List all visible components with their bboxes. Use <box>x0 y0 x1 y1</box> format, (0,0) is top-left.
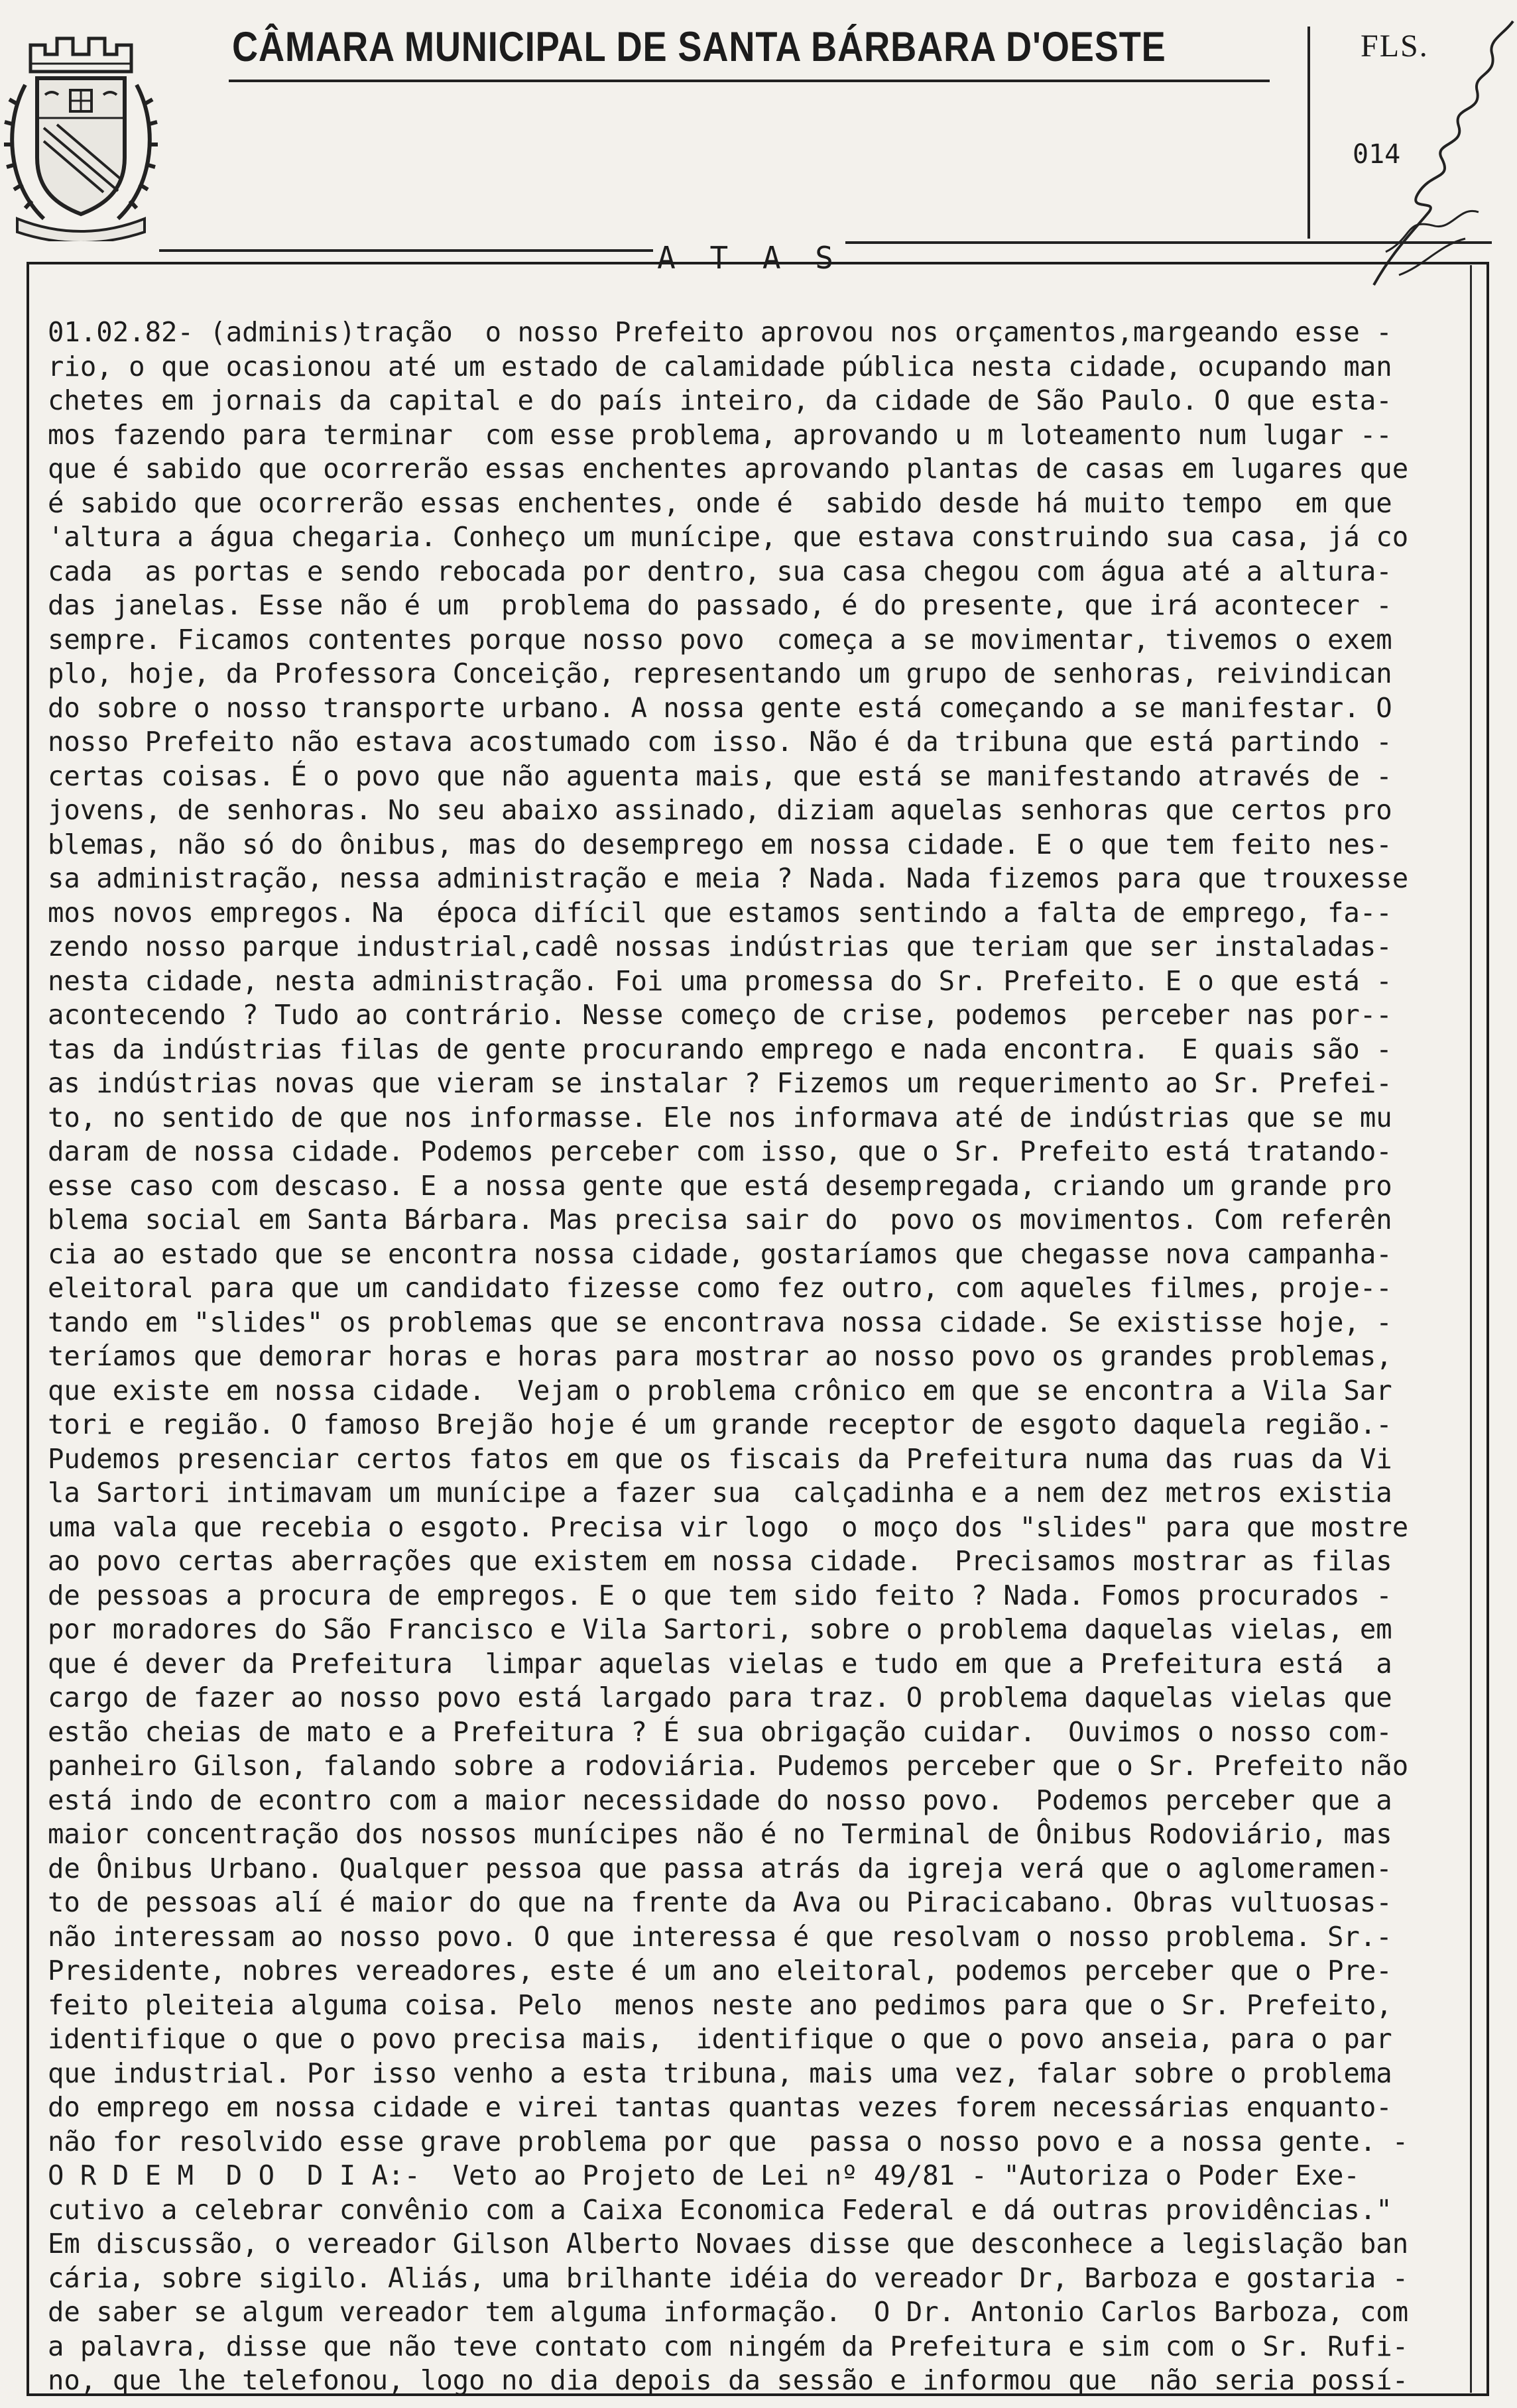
text-line: 'altura a água chegaria. Conheço um munícipe, que estava construindo sua casa, já co <box>48 521 1409 553</box>
section-rule-right <box>845 241 1492 244</box>
text-line: Presidente, nobres vereadores, este é um ano eleitoral, podemos perceber que o Pre- <box>48 1955 1392 1986</box>
text-line: panheiro Gilson, falando sobre a rodoviária. Pudemos perceber que o Sr. Prefeito não <box>48 1750 1409 1782</box>
text-line: das janelas. Esse não é um problema do passado, é do presente, que irá acontecer - <box>48 589 1392 621</box>
section-rule-left <box>159 249 653 252</box>
text-line: Pudemos presenciar certos fatos em que os fiscais da Prefeitura numa das ruas da Vi <box>48 1442 1392 1475</box>
text-line: zendo nosso parque industrial,cadê nossas indústrias que teriam que ser instaladas- <box>48 931 1392 962</box>
text-line: uma vala que recebia o esgoto. Precisa vir logo o moço dos "slides" para que mostre <box>48 1511 1409 1543</box>
text-line: to de pessoas alí é maior do que na frente da Ava ou Piracicabano. Obras vultuosas- <box>48 1886 1392 1918</box>
text-line: mos novos empregos. Na época difícil que estamos sentindo a falta de emprego, fa-- <box>48 896 1392 929</box>
text-line: que industrial. Por isso venho a esta tribuna, mais uma vez, falar sobre o problema <box>48 2057 1392 2089</box>
text-line: identifique o que o povo precisa mais, identifique o que o povo anseia, para o par <box>48 2023 1392 2055</box>
section-title: A T A S <box>657 240 841 276</box>
text-line: sa administração, nessa administração e meia ? Nada. Nada fizemos para que trouxesse <box>48 862 1409 894</box>
text-line: as indústrias novas que vieram se instalar ? Fizemos um requerimento ao Sr. Prefei- <box>48 1067 1392 1099</box>
text-line: não interessam ao nosso povo. O que interessa é que resolvam o nosso problema. Sr.- <box>48 1920 1392 1953</box>
text-line: por moradores do São Francisco e Vila Sartori, sobre o problema daquelas vielas, em <box>48 1613 1392 1645</box>
crest-emblem-icon <box>4 25 158 241</box>
text-line: que existe em nossa cidade. Vejam o problema crônico em que se encontra a Vila Sar <box>48 1374 1392 1406</box>
text-line: cargo de fazer ao nosso povo está largado para traz. O problema daquelas vielas que <box>48 1682 1392 1713</box>
text-line: daram de nossa cidade. Podemos perceber com isso, que o Sr. Prefeito está tratando- <box>48 1135 1392 1167</box>
text-line: de saber se algum vereador tem alguma informação. O Dr. Antonio Carlos Barboza, com <box>48 2296 1409 2328</box>
text-line: nesta cidade, nesta administração. Foi uma promessa do Sr. Prefeito. E o que está - <box>48 964 1392 997</box>
text-line: maior concentração dos nossos munícipes não é no Terminal de Ônibus Rodoviário, mas <box>48 1818 1392 1850</box>
text-line: cutivo a celebrar convênio com a Caixa Economica Federal e dá outras providências." <box>48 2193 1392 2226</box>
text-line: de Ônibus Urbano. Qualquer pessoa que passa atrás da igreja verá que o aglomeramen- <box>48 1852 1392 1884</box>
text-line: eleitoral para que um candidato fizesse como fez outro, com aqueles filmes, proje-- <box>48 1272 1392 1304</box>
text-line: rio, o que ocasionou até um estado de calamidade pública nesta cidade, ocupando man <box>48 350 1392 382</box>
text-line: 01.02.82- (adminis)tração o nosso Prefeito aprovou nos orçamentos,margeando esse - <box>48 316 1392 348</box>
text-line: certas coisas. É o povo que não aguenta mais, que está se manifestando através de - <box>48 760 1392 792</box>
text-line: Em discussão, o vereador Gilson Alberto Novaes disse que desconhece a legislação ban <box>48 2228 1409 2260</box>
text-line: blema social em Santa Bárbara. Mas precisa sair do povo os movimentos. Com referên <box>48 1204 1392 1235</box>
text-line: tando em "slides" os problemas que se encontrava nossa cidade. Se existisse hoje, - <box>48 1306 1392 1338</box>
text-line: to, no sentido de que nos informasse. Ele nos informava até de indústrias que se mu <box>48 1101 1392 1133</box>
fls-label: FLS. <box>1361 29 1429 64</box>
text-line: do emprego em nossa cidade e virei tantas quantas vezes forem necessárias enquanto- <box>48 2091 1392 2123</box>
text-line: la Sartori intimavam um munícipe a fazer sua calçadinha e a nem dez metros existia <box>48 1477 1392 1509</box>
text-line: plo, hoje, da Professora Conceição, representando um grupo de senhoras, reivindican <box>48 658 1392 689</box>
handwritten-signature <box>1366 13 1517 298</box>
text-line: cia ao estado que se encontra nossa cidade, gostaríamos que chegasse nova campanha- <box>48 1237 1392 1270</box>
text-line: nosso Prefeito não estava acostumado com isso. Não é da tribuna que está partindo - <box>48 726 1392 758</box>
text-line: é sabido que ocorrerão essas enchentes, onde é sabido desde há muito tempo em que <box>48 487 1392 519</box>
text-line: tori e região. O famoso Brejão hoje é um grande receptor de esgoto daquela região.- <box>48 1408 1392 1440</box>
header-vertical-divider <box>1307 27 1310 239</box>
frame-inner-rule <box>1470 265 1472 2393</box>
text-line: de pessoas a procura de empregos. E o que tem sido feito ? Nada. Fomos procurados - <box>48 1579 1392 1611</box>
text-line: estão cheias de mato e a Prefeitura ? É sua obrigação cuidar. Ouvimos o nosso com- <box>48 1715 1392 1748</box>
text-line: cada as portas e sendo rebocada por dentro, sua casa chegou com água até a altura- <box>48 555 1392 587</box>
text-line: não for resolvido esse grave problema por que passa o nosso povo e a nossa gente. - <box>48 2125 1409 2157</box>
text-line: do sobre o nosso transporte urbano. A nossa gente está começando a se manifestar. O <box>48 691 1392 724</box>
text-line: blemas, não só do ônibus, mas do desemprego em nossa cidade. E o que tem feito nes- <box>48 828 1392 860</box>
text-line: sempre. Ficamos contentes porque nosso povo começa a se movimentar, tivemos o exem <box>48 623 1392 656</box>
minutes-text <box>48 315 1463 2398</box>
text-line: O R D E M D O D I A:- Veto ao Projeto de Lei nº 49/81 - "Autoriza o Poder Exe- <box>48 2159 1360 2191</box>
text-line: no, que lhe telefonou, logo no dia depois da sessão e informou que não seria possí- <box>48 2364 1409 2396</box>
page-number: 014 <box>1353 139 1401 170</box>
text-line: está indo de econtro com a maior necessidade do nosso povo. Podemos perceber que a <box>48 1784 1392 1816</box>
text-line: acontecendo ? Tudo ao contrário. Nesse começo de crise, podemos perceber nas por-- <box>48 999 1392 1031</box>
text-line: a palavra, disse que não teve contato com ningém da Prefeitura e sim com o Sr. Rufi- <box>48 2330 1409 2362</box>
text-line: que é dever da Prefeitura limpar aquelas vielas e tudo em que a Prefeitura está a <box>48 1647 1392 1680</box>
text-line: jovens, de senhoras. No seu abaixo assinado, diziam aquelas senhoras que certos pro <box>48 794 1392 826</box>
text-line: esse caso com descaso. E a nossa gente que está desempregada, criando um grande pro <box>48 1169 1392 1202</box>
text-line: ao povo certas aberrações que existem em nossa cidade. Precisamos mostrar as filas <box>48 1545 1392 1577</box>
text-line: cária, sobre sigilo. Aliás, uma brilhante idéia do vereador Dr, Barboza e gostaria - <box>48 2262 1409 2294</box>
signature-icon <box>1366 13 1517 298</box>
text-line: tas da indústrias filas de gente procurando emprego e nada encontra. E quais são - <box>48 1033 1392 1065</box>
text-line: feito pleiteia alguma coisa. Pelo menos neste ano pedimos para que o Sr. Prefeito, <box>48 1988 1392 2021</box>
header-divider <box>229 80 1270 82</box>
text-line: mos fazendo para terminar com esse problema, aprovando u m loteamento num lugar -- <box>48 418 1392 451</box>
municipal-crest <box>4 25 158 241</box>
page-title: CÂMARA MUNICIPAL DE SANTA BÁRBARA D'OESTE <box>232 24 1166 70</box>
text-line: que é sabido que ocorrerão essas enchentes aprovando plantas de casas em lugares que <box>48 453 1409 485</box>
text-line: chetes em jornais da capital e do país inteiro, da cidade de São Paulo. O que esta- <box>48 384 1392 416</box>
text-line: teríamos que demorar horas e horas para mostrar ao nosso povo os grandes problemas, <box>48 1340 1392 1372</box>
